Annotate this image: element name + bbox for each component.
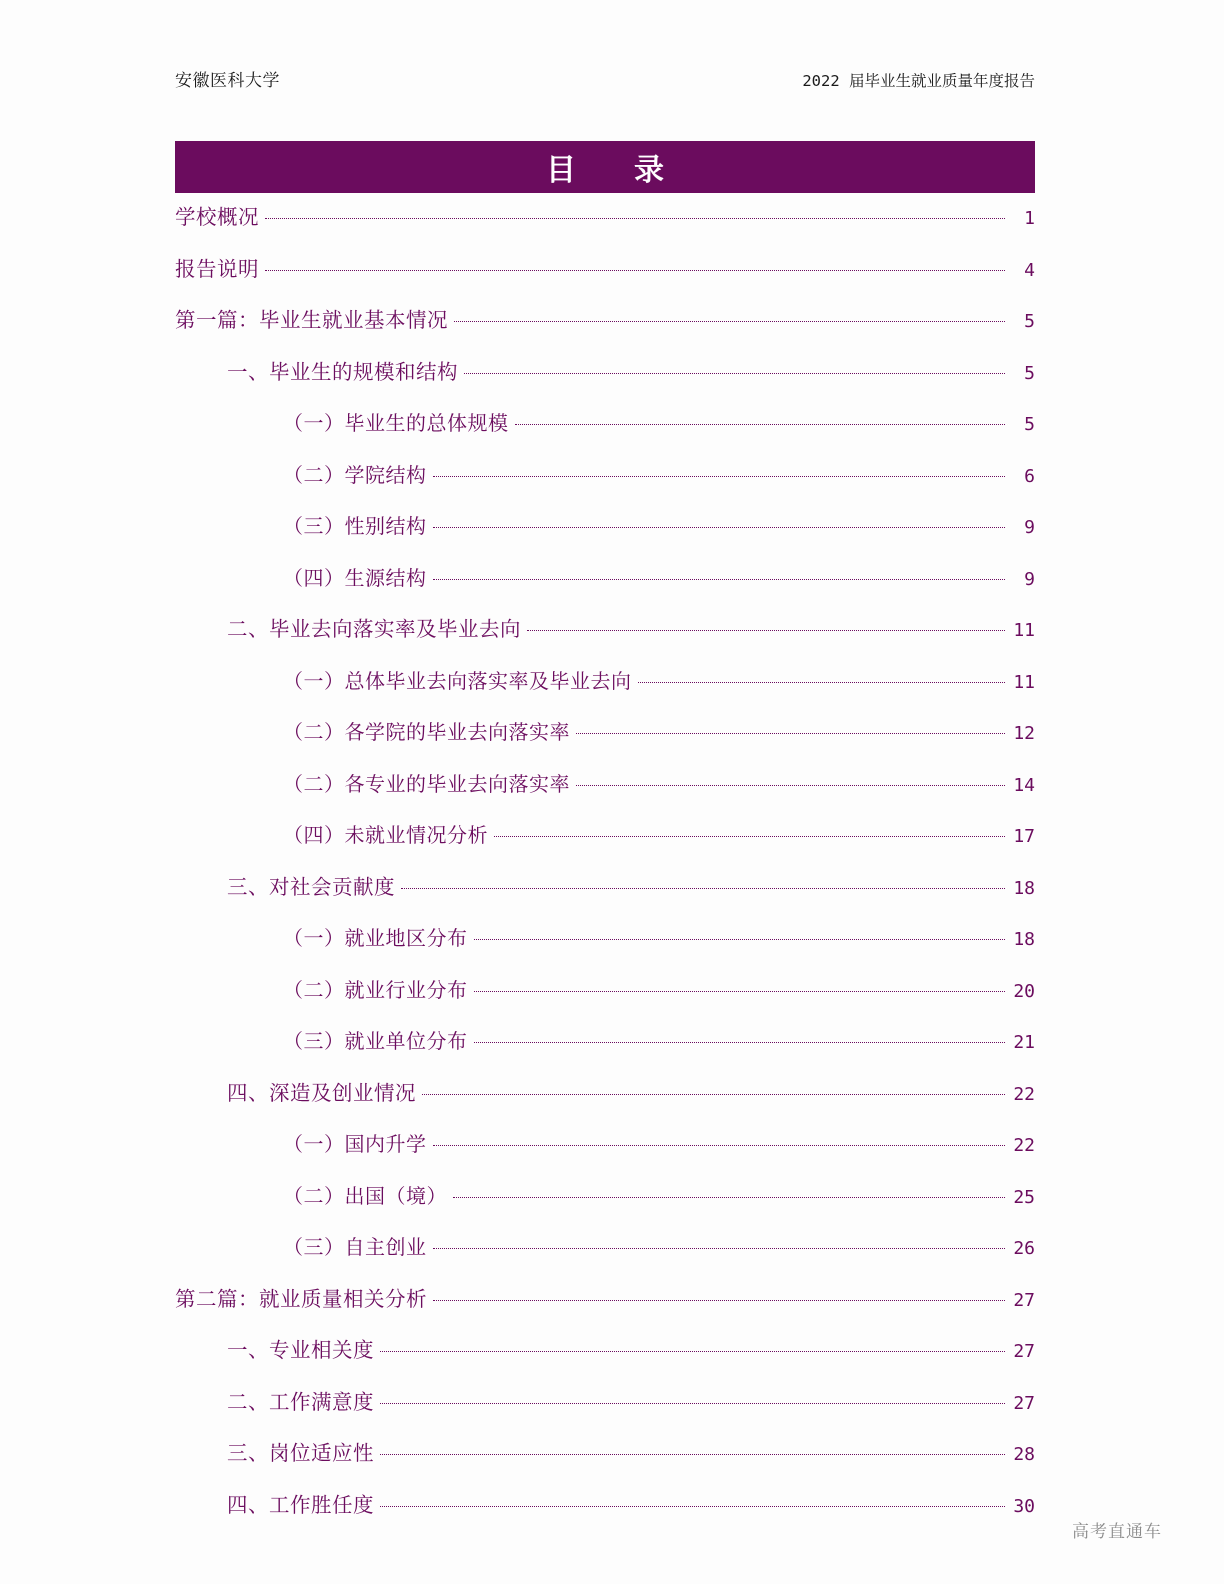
toc-entry-page-number: 5 (1024, 311, 1035, 332)
toc-entry-label: （一）国内升学 (283, 1134, 427, 1156)
toc-entry-page-number: 14 (1013, 774, 1035, 796)
header-institution: 安徽医科大学 (175, 71, 280, 90)
toc-entry-label: 四、深造及创业情况 (227, 1082, 416, 1105)
toc-leader-dots (494, 835, 1005, 837)
toc-leader-dots (474, 1041, 1006, 1043)
toc-entry-label: （三）就业单位分布 (283, 1031, 468, 1053)
toc-entry-label: （三）性别结构 (283, 516, 427, 538)
toc-leader-dots (464, 372, 1005, 374)
toc-entry-page-number: 17 (1013, 826, 1035, 847)
toc-entry-label: （二）各学院的毕业去向落实率 (283, 722, 570, 744)
toc-entry-page-number: 26 (1013, 1238, 1035, 1259)
toc-entry-label: （四）生源结构 (283, 567, 427, 590)
toc-entry-page-number: 22 (1013, 1083, 1035, 1105)
toc-entry-label: （二）出国（境） (283, 1185, 447, 1208)
toc-entry[interactable] (175, 260, 1035, 312)
toc-leader-dots (422, 1093, 1005, 1095)
toc-entry-page-number: 11 (1013, 671, 1035, 693)
toc-leader-dots (474, 990, 1006, 992)
toc-leader-dots (380, 1505, 1005, 1507)
toc-entry[interactable] (175, 1393, 1035, 1445)
toc-entry-label: 二、工作满意度 (227, 1391, 374, 1414)
toc-entry-page-number: 18 (1013, 929, 1035, 950)
toc-entry-label: 第二篇：就业质量相关分析 (175, 1288, 427, 1311)
toc-entry-page-number: 4 (1024, 259, 1035, 281)
toc-entry[interactable] (175, 723, 1035, 775)
toc-entry[interactable] (175, 414, 1035, 466)
toc-entry-label: 二、毕业去向落实率及毕业去向 (227, 619, 521, 641)
toc-entry-page-number: 11 (1013, 620, 1035, 641)
toc-entry[interactable] (175, 672, 1035, 724)
toc-leader-dots (453, 1196, 1005, 1198)
toc-entry-label: 学校概况 (175, 207, 259, 229)
toc-title-bar (175, 141, 1035, 193)
toc-entry-label: （二）学院结构 (283, 464, 427, 487)
toc-entry-label: （四）未就业情况分析 (283, 825, 488, 847)
toc-leader-dots (638, 681, 1006, 683)
toc-entry-label: 报告说明 (175, 258, 259, 281)
toc-entry-label: （一）就业地区分布 (283, 928, 468, 950)
toc-entry[interactable] (175, 363, 1035, 415)
toc-entry-page-number: 25 (1013, 1186, 1035, 1208)
toc-entry-label: 三、岗位适应性 (227, 1443, 374, 1465)
toc-leader-dots (380, 1453, 1005, 1455)
table-of-contents (175, 208, 1035, 1547)
toc-entry-label: 三、对社会贡献度 (227, 876, 395, 899)
toc-entry-page-number: 9 (1024, 568, 1035, 590)
toc-entry[interactable] (175, 1187, 1035, 1239)
toc-entry[interactable] (175, 878, 1035, 930)
toc-entry[interactable] (175, 1135, 1035, 1187)
toc-entry-label: （二）就业行业分布 (283, 979, 468, 1002)
toc-leader-dots (474, 938, 1006, 940)
header-report-title: 2022 届毕业生就业质量年度报告 (802, 72, 1035, 90)
toc-leader-dots (433, 526, 1006, 528)
toc-entry[interactable] (175, 517, 1035, 569)
toc-entry[interactable] (175, 1032, 1035, 1084)
toc-entry[interactable] (175, 1238, 1035, 1290)
toc-leader-dots (433, 1247, 1006, 1249)
toc-entry-page-number: 18 (1013, 877, 1035, 899)
toc-leader-dots (527, 629, 1005, 631)
toc-leader-dots (401, 887, 1005, 889)
toc-entry-label: （二）各专业的毕业去向落实率 (283, 773, 570, 796)
toc-entry-page-number: 20 (1013, 980, 1035, 1002)
toc-entry[interactable] (175, 208, 1035, 260)
toc-entry[interactable] (175, 569, 1035, 621)
toc-entry-page-number: 28 (1013, 1444, 1035, 1465)
toc-entry-page-number: 9 (1024, 517, 1035, 538)
toc-entry-page-number: 12 (1013, 723, 1035, 744)
toc-entry-page-number: 27 (1013, 1392, 1035, 1414)
toc-leader-dots (515, 423, 1006, 425)
toc-entry-page-number: 1 (1024, 208, 1035, 229)
toc-entry[interactable] (175, 1084, 1035, 1136)
toc-leader-dots (433, 1144, 1006, 1146)
toc-entry[interactable] (175, 466, 1035, 518)
toc-entry[interactable] (175, 311, 1035, 363)
toc-entry-page-number: 27 (1013, 1341, 1035, 1362)
toc-entry[interactable] (175, 1341, 1035, 1393)
toc-entry-label: 四、工作胜任度 (227, 1494, 374, 1517)
toc-leader-dots (433, 578, 1006, 580)
toc-entry-label: 第一篇：毕业生就业基本情况 (175, 310, 448, 332)
toc-leader-dots (576, 784, 1005, 786)
toc-leader-dots (265, 217, 1005, 219)
toc-leader-dots (433, 1299, 1005, 1301)
toc-entry[interactable] (175, 826, 1035, 878)
toc-entry[interactable] (175, 1496, 1035, 1548)
toc-entry-label: 一、专业相关度 (227, 1340, 374, 1362)
toc-entry-label: 一、毕业生的规模和结构 (227, 361, 458, 384)
toc-entry[interactable] (175, 1444, 1035, 1496)
toc-entry-page-number: 5 (1024, 414, 1035, 435)
toc-entry-label: （一）毕业生的总体规模 (283, 413, 509, 435)
toc-leader-dots (380, 1402, 1005, 1404)
toc-entry[interactable] (175, 620, 1035, 672)
toc-leader-dots (433, 475, 1006, 477)
toc-entry[interactable] (175, 775, 1035, 827)
toc-entry-page-number: 6 (1024, 465, 1035, 487)
toc-entry-page-number: 27 (1013, 1289, 1035, 1311)
toc-entry-page-number: 5 (1024, 362, 1035, 384)
watermark-label: 高考直通车 (1072, 1522, 1162, 1541)
toc-leader-dots (576, 732, 1005, 734)
toc-leader-dots (265, 269, 1005, 271)
toc-entry[interactable] (175, 981, 1035, 1033)
toc-entry-page-number: 30 (1013, 1495, 1035, 1517)
toc-leader-dots (454, 320, 1005, 322)
toc-leader-dots (380, 1350, 1005, 1352)
toc-entry-label: （三）自主创业 (283, 1237, 427, 1259)
page-header (175, 66, 1035, 91)
page-title: 目 录 (546, 154, 678, 187)
toc-entry-page-number: 21 (1013, 1032, 1035, 1053)
toc-entry-page-number: 22 (1013, 1135, 1035, 1156)
toc-entry[interactable] (175, 929, 1035, 981)
toc-entry-label: （一）总体毕业去向落实率及毕业去向 (283, 670, 632, 693)
toc-entry[interactable] (175, 1290, 1035, 1342)
